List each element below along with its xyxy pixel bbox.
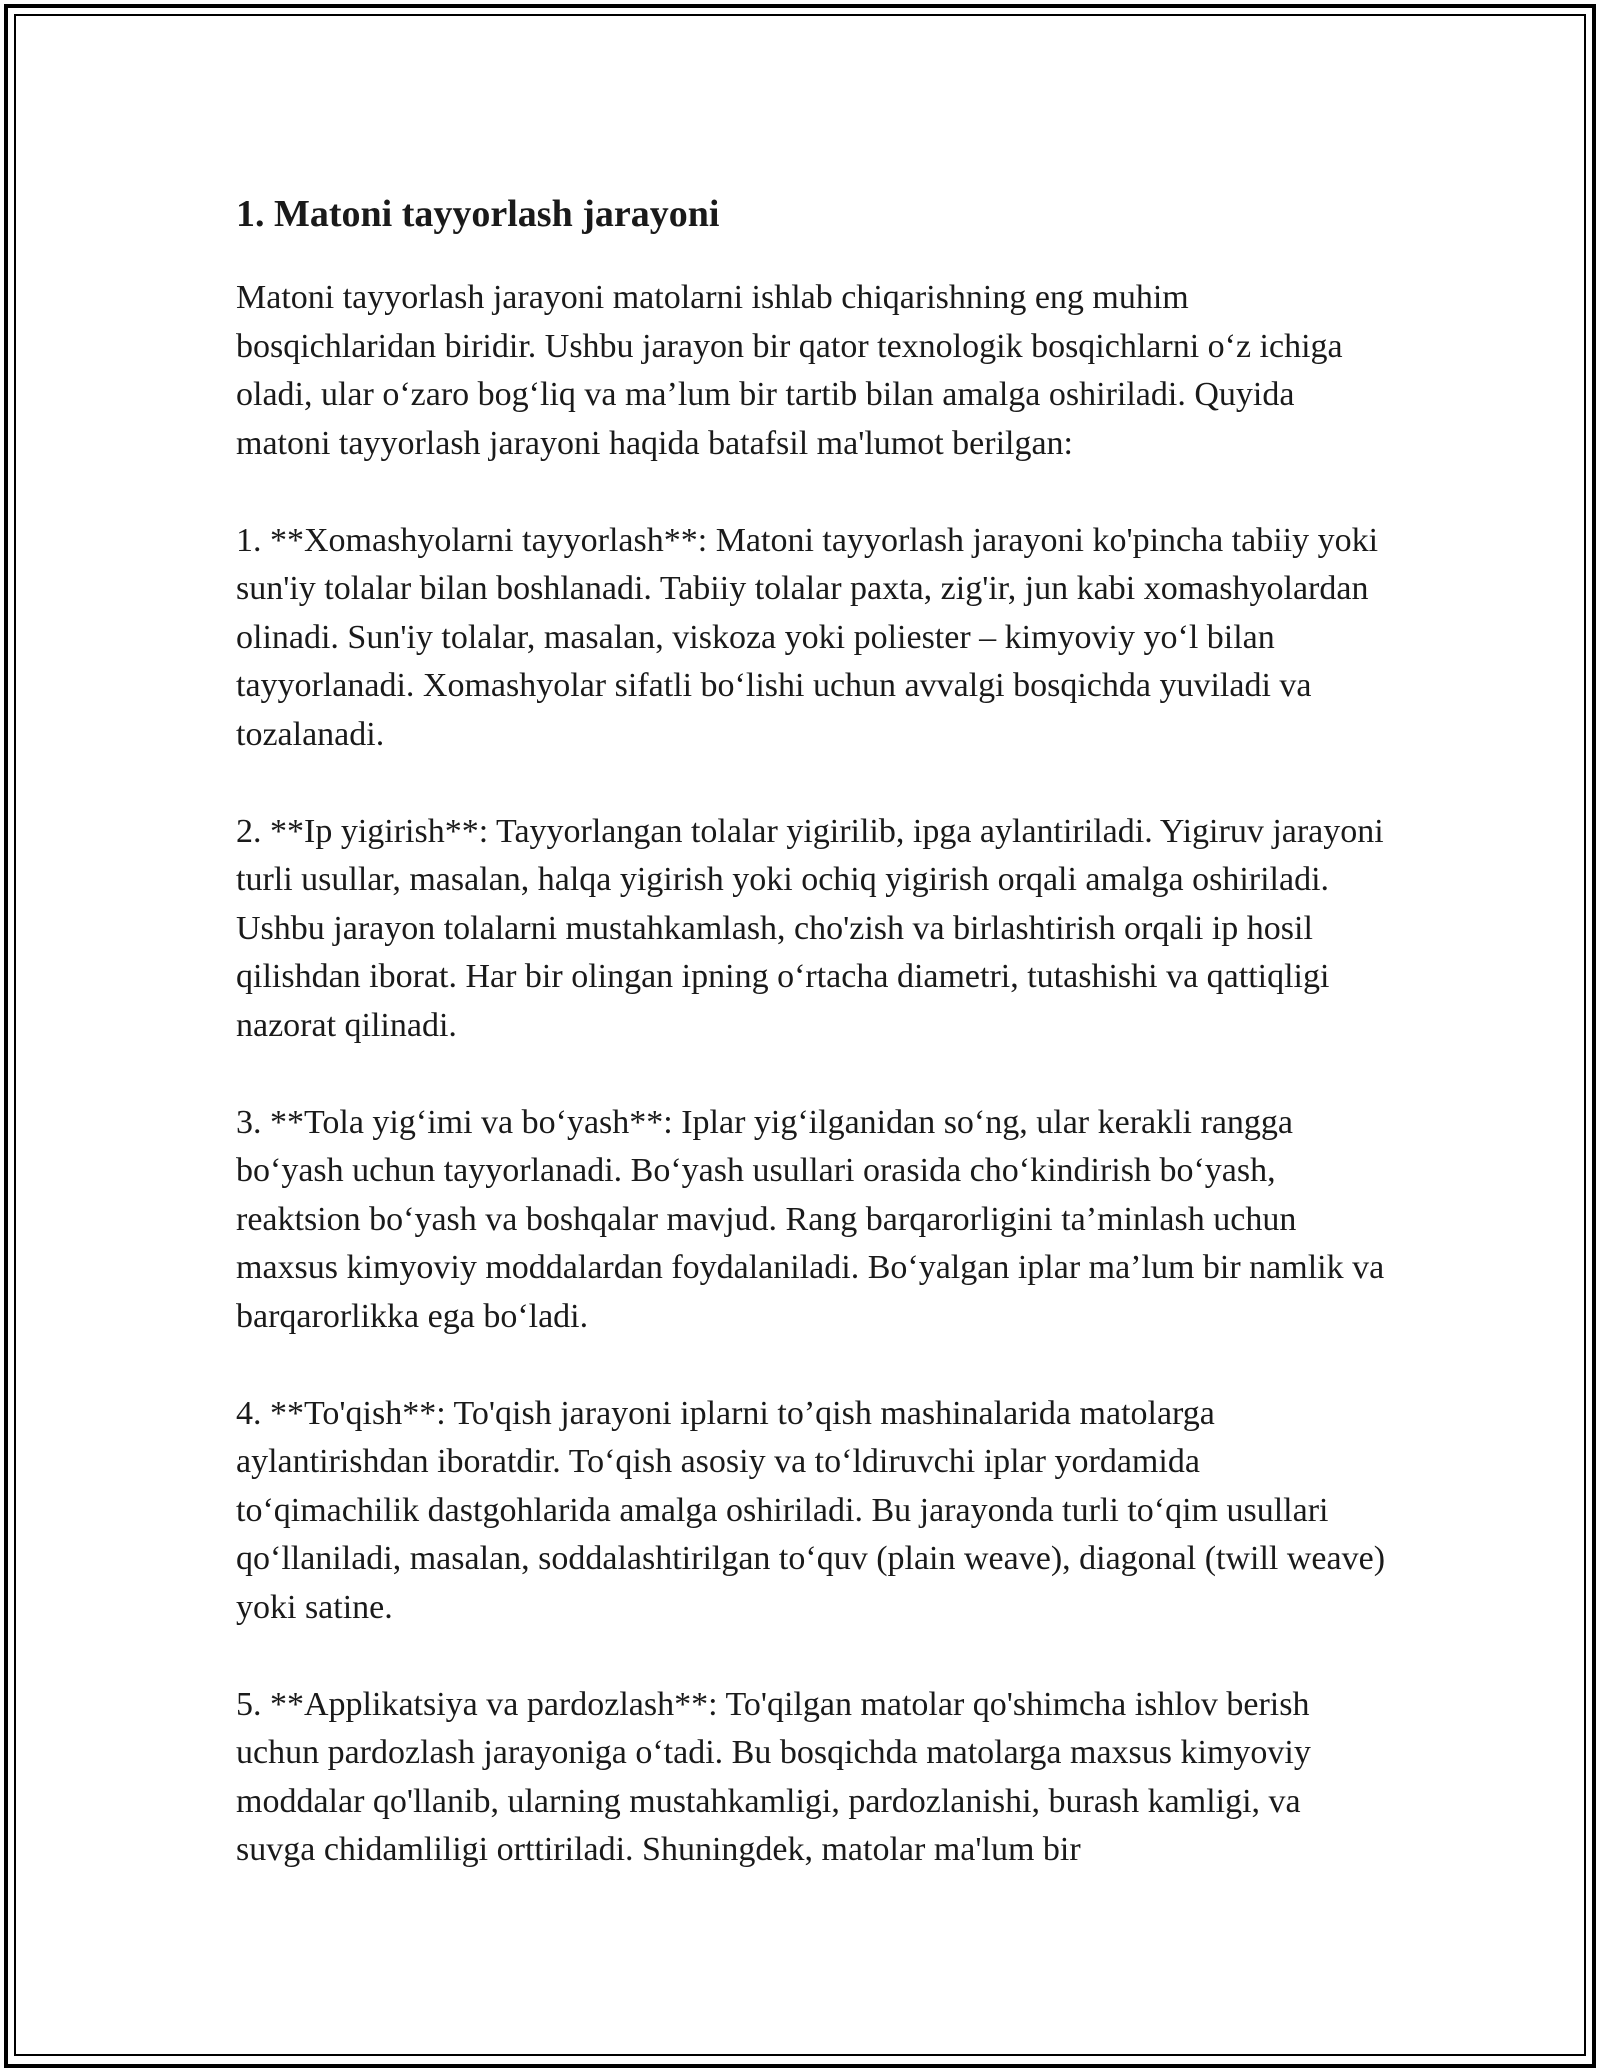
paragraph-step-4: 4. **To'qish**: To'qish jarayoni iplarni to’qish mashinalarida matolarga aylantirishdan iboratdir. To‘qish asosiy va to‘ldiruvchi iplar yordamida to‘qimachilik dastgohlarida amalga oshiriladi. Bu jarayonda turli to‘qim usullari qo‘llaniladi, masalan, soddalashtirilgan to‘quv (plain weave), diagonal (twill weave) yoki satine. xyxy=(236,1394,1386,1626)
paragraph-step-1: 1. **Xomashyolarni tayyorlash**: Matoni tayyorlash jarayoni ko'pincha tabiiy yoki sun'iy tolalar bilan boshlanadi. Tabiiy tolalar paxta, zig'ir, jun kabi xomashyolardan olinadi. Sun'iy tolalar, masalan, viskoza yoki poliester – kimyoviy yo‘l bilan tayyorlanadi. Xomashyolar sifatli bo‘lishi uchun avvalgi bosqichda yuviladi va tozalanadi. xyxy=(236,521,1379,753)
paragraph-step-5: 5. **Applikatsiya va pardozlash**: To'qilgan matolar qo'shimcha ishlov berish uchun pardozlash jarayoniga o‘tadi. Bu bosqichda matolarga maxsus kimyoviy moddalar qo'llanib, ularning mustahkamligi, pardozlanishi, burash kamligi, va suvga chidamliligi orttiriladi. Shuningdek, matolar ma'lum bir xyxy=(236,1685,1311,1868)
document-title: 1. Matoni tayyorlash jarayoni xyxy=(236,193,720,235)
paragraph-step-2: 2. **Ip yigirish**: Tayyorlangan tolalar yigirilib, ipga aylantiriladi. Yigiruv jarayoni turli usullar, masalan, halqa yigirish yoki ochiq yigirish orqali amalga oshiriladi. Ushbu jarayon tolalarni mustahkamlash, cho'zish va birlashtirish orqali ip hosil qilishdan iborat. Har bir olingan ipning o‘rtacha diametri, tutashishi va qattiqligi nazorat qilinadi. xyxy=(236,812,1384,1044)
paragraph-intro: Matoni tayyorlash jarayoni matolarni ishlab chiqarishning eng muhim bosqichlaridan biridir. Ushbu jarayon bir qator texnologik bosqichlarni o‘z ichiga oladi, ular o‘zaro bog‘liq va ma’lum bir tartib bilan amalga oshiriladi. Quyida matoni tayyorlash jarayoni haqida batafsil ma'lumot berilgan: xyxy=(236,279,1343,462)
paragraph-step-3: 3. **Tola yig‘imi va bo‘yash**: Iplar yig‘ilganidan so‘ng, ular kerakli rangga bo‘yash uchun tayyorlanadi. Bo‘yash usullari orasida cho‘kindirish bo‘yash, reaktsion bo‘yash va boshqalar mavjud. Rang barqarorligini ta’minlash uchun maxsus kimyoviy moddalardan foydalaniladi. Bo‘yalgan iplar ma’lum bir namlik va barqarorlikka ega bo‘ladi. xyxy=(236,1103,1385,1335)
document-body xyxy=(236,186,1386,1923)
